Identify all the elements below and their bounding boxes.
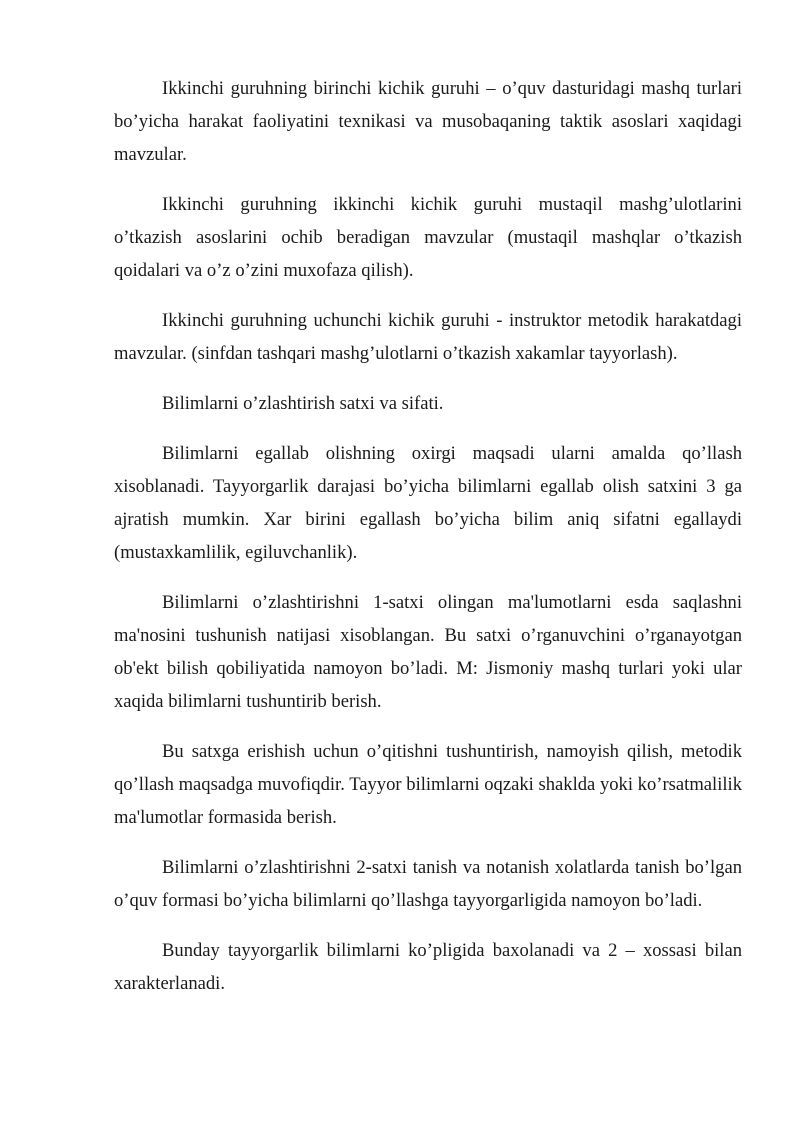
paragraph-2: Ikkinchi guruhning ikkinchi kichik guruhi mustaqil mashg’ulotlarini o’tkazish asoslarini ochib beradigan mavzular (mustaqil mashqlar o’tkazish qoidalari va o’z o’zini muxofaza qilish). [114,194,742,281]
paragraph-7: Bu satxga erishish uchun o’qitishni tushuntirish, namoyish qilish, metodik qo’llash maqsadga muvofiqdir. Tayyor bilimlarni oqzaki shaklda yoki ko’rsatmalilik ma'lumotlar formasida berish. [114,741,742,828]
paragraph-9: Bunday tayyorgarlik bilimlarni ko’pligida baxolanadi va 2 – xossasi bilan xarakterlanadi. [114,940,742,994]
paragraph-1: Ikkinchi guruhning birinchi kichik guruhi – o’quv dasturidagi mashq turlari bo’yicha harakat faoliyatini texnikasi va musobaqaning taktik asoslari xaqidagi mavzular. [114,78,742,165]
paragraph-6: Bilimlarni o’zlashtirishni 1-satxi olingan ma'lumotlarni esda saqlashni ma'nosini tushunish natijasi xisoblangan. Bu satxi o’rganuvchini o’rganayotgan ob'ekt bilish qobiliyatida namoyon bo’ladi. M: Jismoniy mashq turlari yoki ular xaqida bilimlarni tushuntirib berish. [114,592,742,712]
paragraph-8: Bilimlarni o’zlashtirishni 2-satxi tanish va notanish xolatlarda tanish bo’lgan o’quv formasi bo’yicha bilimlarni qo’llashga tayyorgarligida namoyon bo’ladi. [114,857,742,911]
paragraph-3: Ikkinchi guruhning uchunchi kichik guruhi - instruktor metodik harakatdagi mavzular. (sinfdan tashqari mashg’ulotlarni o’tkazish xakamlar tayyorlash). [114,310,742,364]
paragraph-5: Bilimlarni egallab olishning oxirgi maqsadi ularni amalda qo’llash xisoblanadi. Tayyorgarlik darajasi bo’yicha bilimlarni egallab olish satxini 3 ga ajratish mumkin. Xar birini egallash bo’yicha bilim aniq sifatni egallaydi (mustaxkamlilik, egiluvchanlik). [114,443,742,563]
text-body [114,72,742,1017]
paragraph-4-heading: Bilimlarni o’zlashtirish satxi va sifati. [162,393,444,414]
